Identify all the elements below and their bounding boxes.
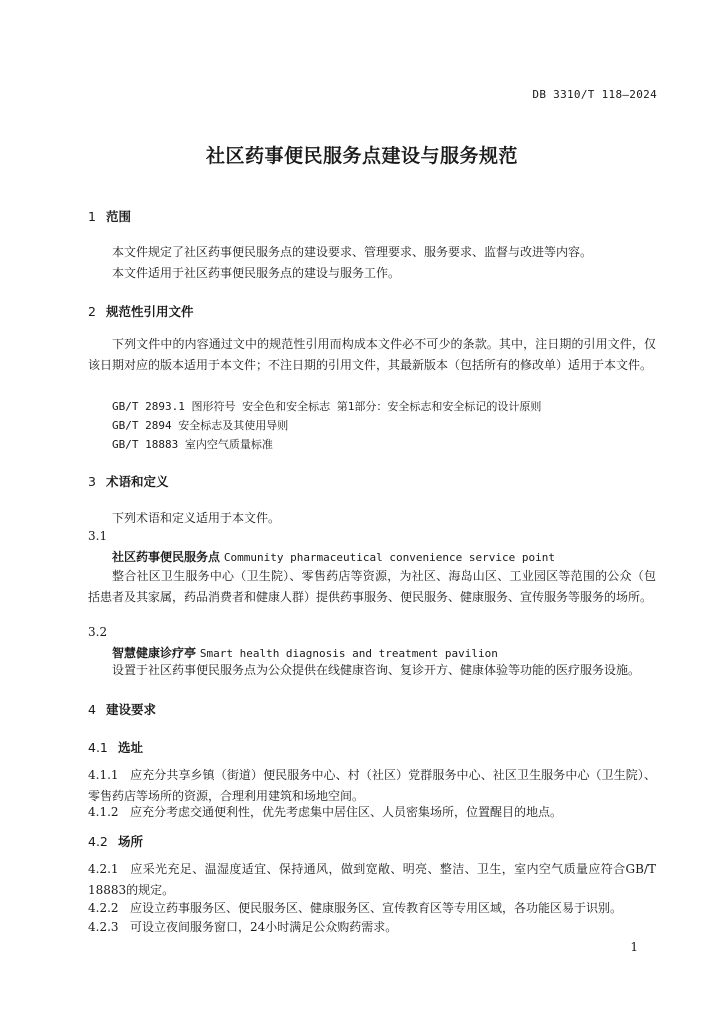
clause-4-2-1: [88, 859, 656, 901]
document-code: DB 3310/T 118—2024: [532, 88, 657, 101]
clause-number: 4.2.2: [88, 901, 119, 915]
section-title: 范围: [106, 209, 132, 224]
section-number: 4: [88, 702, 96, 717]
clause-number: 4.1.1: [88, 768, 119, 782]
clause-number: 4.1.2: [88, 805, 119, 819]
section-1-paragraph-1: 本文件规定了社区药事便民服务点的建设要求、管理要求、服务要求、监督与改进等内容。: [112, 245, 593, 259]
term-heading: [112, 548, 555, 565]
clause-text: 可设立夜间服务窗口，24小时满足公众购药需求。: [130, 920, 398, 934]
section-number: 3: [88, 474, 96, 489]
term-definition: 整合社区卫生服务中心（卫生院）、零售药店等资源，为社区、海岛山区、工业园区等范围的公众（包括患者及其家属，药品消费者和健康人群）提供药事服务、便民服务、健康服务、宣传服务等服务的场所。: [88, 569, 656, 604]
reference-item: GB/T 18883 室内空气质量标准: [112, 438, 273, 451]
page-number: 1: [630, 940, 638, 954]
clause-number: 4.2.3: [88, 920, 119, 934]
reference-item: GB/T 2893.1 图形符号 安全色和安全标志 第1部分：安全标志和安全标记的设计原则: [112, 400, 542, 413]
clause-4-1-1: [88, 765, 656, 807]
section-title: 规范性引用文件: [106, 304, 194, 319]
clause-4-1-2: [88, 802, 656, 823]
section-number: 2: [88, 304, 96, 319]
clause-4-2-3: [88, 917, 656, 938]
reference-item: GB/T 2894 安全标志及其使用导则: [112, 419, 289, 432]
clause-text: 应充分共享乡镇（街道）便民服务中心、村（社区）党群服务中心、社区卫生服务中心（卫生院）、零售药店等场所的资源，合理利用建筑和场地空间。: [88, 768, 656, 803]
section-number: 1: [88, 209, 96, 224]
term-chinese: 智慧健康诊疗亭: [112, 646, 197, 660]
term-english: Community pharmaceutical convenience service point: [223, 551, 555, 564]
clause-number: 4.2.1: [88, 862, 119, 876]
subsection-4-1-heading: [88, 738, 143, 756]
term-heading: [112, 644, 498, 661]
clause-text: 应设立药事服务区、便民服务区、健康服务区、宣传教育区等专用区域，各功能区易于识别。: [130, 901, 623, 915]
term-definition: 设置于社区药事便民服务点为公众提供在线健康咨询、复诊开方、健康体验等功能的医疗服务设施。: [112, 663, 641, 677]
term-english: Smart health diagnosis and treatment pavilion: [199, 647, 498, 660]
clause-text: 应充分考虑交通便利性，优先考虑集中居住区、人员密集场所，位置醒目的地点。: [130, 805, 563, 819]
section-2-paragraph: 下列文件中的内容通过文中的规范性引用而构成本文件必不可少的条款。其中，注日期的引用文件，仅该日期对应的版本适用于本文件；不注日期的引用文件，其最新版本（包括所有的修改单）适用于本文件。: [88, 337, 656, 372]
subsection-title: 场所: [118, 834, 144, 849]
clause-4-2-2: [88, 898, 656, 919]
section-title: 术语和定义: [106, 474, 169, 489]
subsection-number: 4.2: [88, 834, 108, 849]
subsection-number: 4.1: [88, 740, 108, 755]
term-chinese: 社区药事便民服务点: [112, 550, 221, 564]
term-number: 3.1: [88, 529, 108, 543]
subsection-4-2-heading: [88, 832, 143, 850]
section-1-heading: [88, 207, 131, 225]
document-title: 社区药事便民服务点建设与服务规范: [205, 145, 518, 167]
section-3-intro: 下列术语和定义适用于本文件。: [112, 511, 281, 525]
section-3-heading: [88, 472, 169, 490]
term-number: 3.2: [88, 625, 108, 639]
section-4-heading: [88, 700, 156, 718]
subsection-title: 选址: [118, 740, 144, 755]
section-1-paragraph-2: 本文件适用于社区药事便民服务点的建设与服务工作。: [112, 266, 401, 280]
section-2-heading: [88, 302, 194, 320]
section-title: 建设要求: [106, 702, 157, 717]
clause-text: 应采光充足、温湿度适宜、保持通风，做到宽敞、明亮、整洁、卫生，室内空气质量应符合GB/T 18883的规定。: [88, 862, 656, 897]
